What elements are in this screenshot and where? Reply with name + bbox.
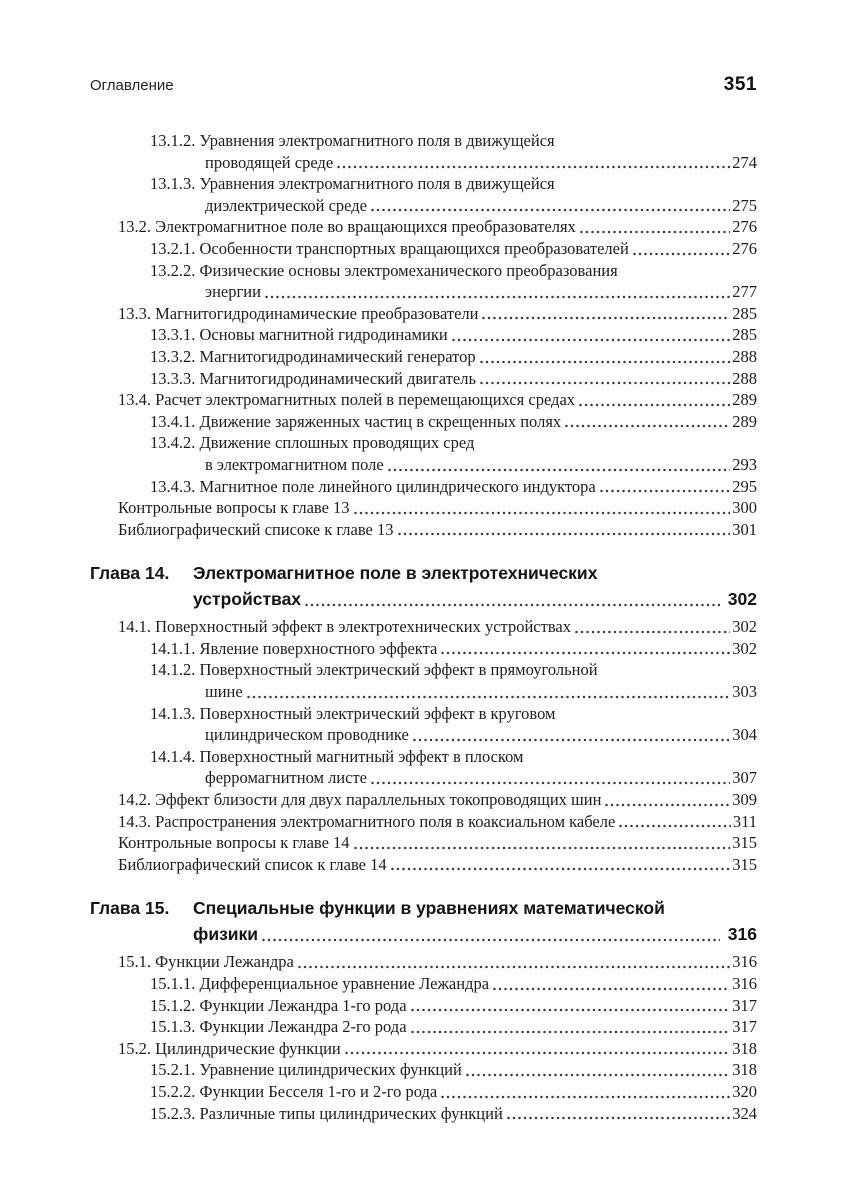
chapter-label: Глава 15. (90, 898, 170, 919)
toc-entry-text: 13.4.1. Движение заряженных частиц в скрещенных полях (150, 411, 562, 431)
toc-page-number: 289 (732, 411, 757, 431)
toc-entry-text: 15.1. Функции Лежандра (118, 952, 294, 972)
dot-leader (619, 824, 731, 828)
dot-leader (411, 1030, 731, 1034)
toc-page-number: 318 (732, 1038, 757, 1058)
toc-item (90, 746, 757, 789)
toc-entry-text: устройствах (193, 589, 302, 610)
dot-leader (600, 489, 731, 493)
toc-item (90, 854, 757, 876)
toc-entry-text: Электромагнитное поле в электротехнических (193, 563, 598, 584)
folio-page-number: 351 (723, 74, 757, 95)
toc-entry-text: 14.1.2. Поверхностный электрический эффект в прямоугольной (150, 660, 598, 680)
toc-page-number: 316 (727, 924, 757, 945)
dot-leader (413, 738, 730, 742)
toc-page-number: 293 (732, 454, 757, 474)
toc-entry-text: Библиографический списоке к главе 13 (118, 519, 394, 539)
toc-item (90, 832, 757, 854)
toc-entry-text: 13.3. Магнитогидродинамические преобразователи (118, 303, 479, 323)
toc-item (90, 432, 757, 475)
toc-page-number: 315 (732, 854, 757, 874)
dot-leader (633, 252, 730, 256)
dot-leader (480, 381, 730, 385)
toc-page-number: 309 (732, 790, 757, 810)
toc-item (90, 130, 757, 173)
toc-item (90, 659, 757, 702)
dot-leader (507, 1116, 730, 1120)
dot-leader (371, 781, 730, 785)
toc-entry-text: 15.2.2. Функции Бесселя 1-го и 2-го рода (150, 1081, 438, 1101)
toc-entry-text: 14.1.1. Явление поверхностного эффекта (150, 638, 438, 658)
toc-item (90, 1059, 757, 1081)
dot-leader (354, 511, 731, 515)
dot-leader (482, 316, 730, 320)
toc-page-number: 316 (732, 974, 757, 993)
toc-item (90, 951, 757, 973)
toc-entry-text: 13.4. Расчет электромагнитных полей в перемещающихся средах (118, 390, 576, 410)
dot-leader (262, 938, 720, 942)
dot-leader (580, 230, 730, 234)
toc-entry-text: 13.2.1. Особенности транспортных вращающихся преобразователей (150, 238, 629, 258)
toc-entry-text: 15.2. Цилиндрические функции (118, 1038, 341, 1058)
table-of-contents (90, 130, 757, 1124)
toc-entry-text: ферромагнитном листе (205, 768, 367, 788)
dot-leader (354, 846, 731, 850)
toc-entry-text: 13.3.1. Основы магнитной гидродинамики (150, 325, 448, 345)
toc-page-number: 315 (732, 833, 757, 853)
toc-item (90, 995, 757, 1017)
toc-entry-text: 14.1. Поверхностный эффект в электротехнических устройствах (118, 617, 571, 637)
toc-entry-text: 14.3. Распространения электромагнитного поля в коаксиальном кабеле (118, 811, 616, 831)
dot-leader (441, 1095, 730, 1099)
toc-page-number: 316 (732, 952, 757, 972)
toc-entry-text: 13.2. Электромагнитное поле во вращающихся преобразователях (118, 217, 576, 237)
toc-item (90, 476, 757, 498)
toc-item (90, 497, 757, 519)
toc-page-number: 276 (732, 217, 757, 237)
toc-item (90, 1016, 757, 1038)
toc-page-number: 317 (732, 1017, 757, 1037)
dot-leader (298, 965, 730, 969)
toc-entry-text: цилиндрическом проводнике (205, 725, 409, 745)
dot-leader (305, 603, 720, 607)
toc-entry-text: 15.1.2. Функции Лежандра 1-го рода (150, 995, 407, 1015)
dot-leader (247, 695, 731, 699)
toc-page-number: 318 (732, 1060, 757, 1080)
toc-item (90, 811, 757, 833)
toc-entry-text: 13.1.2. Уравнения электромагнитного поля в движущейся (150, 131, 555, 150)
toc-item (90, 238, 757, 260)
dot-leader (441, 651, 730, 655)
toc-item (90, 1038, 757, 1060)
toc-entry-text: шине (205, 682, 243, 702)
toc-item (90, 346, 757, 368)
toc-item (90, 973, 757, 995)
toc-entry-text: 14.1.3. Поверхностный электрический эффект в круговом (150, 703, 556, 723)
toc-item (90, 1081, 757, 1103)
dot-leader (398, 532, 731, 536)
toc-entry-text: энергии (205, 282, 261, 302)
toc-item (90, 411, 757, 433)
dot-leader (345, 1051, 730, 1055)
dot-leader (466, 1073, 730, 1077)
toc-entry-text: 13.1.3. Уравнения электромагнитного поля в движущейся (150, 174, 555, 194)
toc-page-number: 303 (732, 682, 757, 702)
toc-page-number: 274 (732, 152, 757, 172)
page-header (90, 74, 757, 96)
toc-entry-text: физики (193, 924, 259, 945)
toc-item (90, 789, 757, 811)
toc-entry-text: 13.3.2. Магнитогидродинамический генератор (150, 346, 476, 366)
toc-entry-text: 13.3.3. Магнитогидродинамический двигатель (150, 368, 476, 388)
toc-item (90, 368, 757, 390)
toc-entry-text: в электромагнитном поле (205, 454, 384, 474)
toc-page-number: 304 (732, 725, 757, 745)
toc-page-number: 285 (732, 303, 757, 323)
toc-entry-text: 13.4.2. Движение сплошных проводящих сред (150, 433, 475, 453)
toc-page-number: 307 (732, 768, 757, 788)
toc-page-number: 317 (732, 995, 757, 1015)
dot-leader (605, 803, 730, 807)
dot-leader (388, 468, 731, 472)
dot-leader (565, 424, 730, 428)
dot-leader (371, 208, 730, 212)
dot-leader (575, 630, 730, 634)
toc-page-number: 277 (732, 282, 757, 302)
dot-leader (265, 295, 730, 299)
toc-page-number: 324 (732, 1103, 757, 1123)
dot-leader (452, 338, 731, 342)
toc-chapter (90, 895, 757, 947)
toc-page-number: 302 (732, 617, 757, 637)
toc-page-number: 288 (732, 346, 757, 366)
toc-page-number: 276 (732, 238, 757, 258)
dot-leader (579, 403, 730, 407)
toc-item (90, 216, 757, 238)
toc-entry-text: 15.1.1. Дифференциальное уравнение Лежандра (150, 974, 490, 993)
toc-item (90, 303, 757, 325)
toc-page-number: 289 (732, 390, 757, 410)
toc-entry-text: 15.1.3. Функции Лежандра 2-го рода (150, 1017, 407, 1037)
toc-page-number: 300 (732, 498, 757, 518)
toc-item (90, 260, 757, 303)
dot-leader (337, 165, 730, 169)
toc-page-number: 285 (732, 325, 757, 345)
toc-entry-text: Библиографический список к главе 14 (118, 854, 387, 874)
toc-entry-text: 13.2.2. Физические основы электромеханического преобразования (150, 260, 618, 280)
toc-page-number: 295 (732, 476, 757, 496)
chapter-label: Глава 14. (90, 563, 170, 584)
toc-entry-text: 15.2.3. Различные типы цилиндрических функций (150, 1103, 503, 1123)
toc-page-number: 275 (732, 195, 757, 215)
toc-entry-text: проводящей среде (205, 152, 334, 172)
toc-page-number: 311 (732, 811, 757, 831)
toc-item (90, 703, 757, 746)
dot-leader (480, 360, 731, 364)
toc-item (90, 173, 757, 216)
running-title: Оглавление (90, 77, 174, 94)
toc-page-number: 320 (732, 1081, 757, 1101)
toc-item (90, 519, 757, 541)
toc-entry-text: 14.2. Эффект близости для двух параллельных токопроводящих шин (118, 790, 602, 810)
toc-item (90, 638, 757, 660)
toc-entry-text: 15.2.1. Уравнение цилиндрических функций (150, 1060, 462, 1080)
toc-entry-text: Специальные функции в уравнениях математической (193, 898, 665, 919)
toc-entry-text: Контрольные вопросы к главе 13 (118, 498, 350, 518)
toc-page-number: 288 (732, 368, 757, 388)
toc-page-number: 301 (732, 519, 757, 539)
toc-entry-text: диэлектрической среде (205, 195, 367, 215)
toc-item (90, 389, 757, 411)
toc-entry-text: Контрольные вопросы к главе 14 (118, 833, 350, 853)
toc-page-number: 302 (727, 589, 757, 610)
toc-entry-text: 14.1.4. Поверхностный магнитный эффект в плоском (150, 746, 524, 766)
dot-leader (411, 1008, 731, 1012)
dot-leader (493, 987, 730, 991)
toc-chapter (90, 560, 757, 612)
toc-item (90, 1103, 757, 1125)
toc-page-number: 302 (732, 638, 757, 658)
toc-entry-text: 13.4.3. Магнитное поле линейного цилиндрического индуктора (150, 476, 596, 496)
toc-item (90, 324, 757, 346)
toc-item (90, 616, 757, 638)
dot-leader (391, 867, 731, 871)
